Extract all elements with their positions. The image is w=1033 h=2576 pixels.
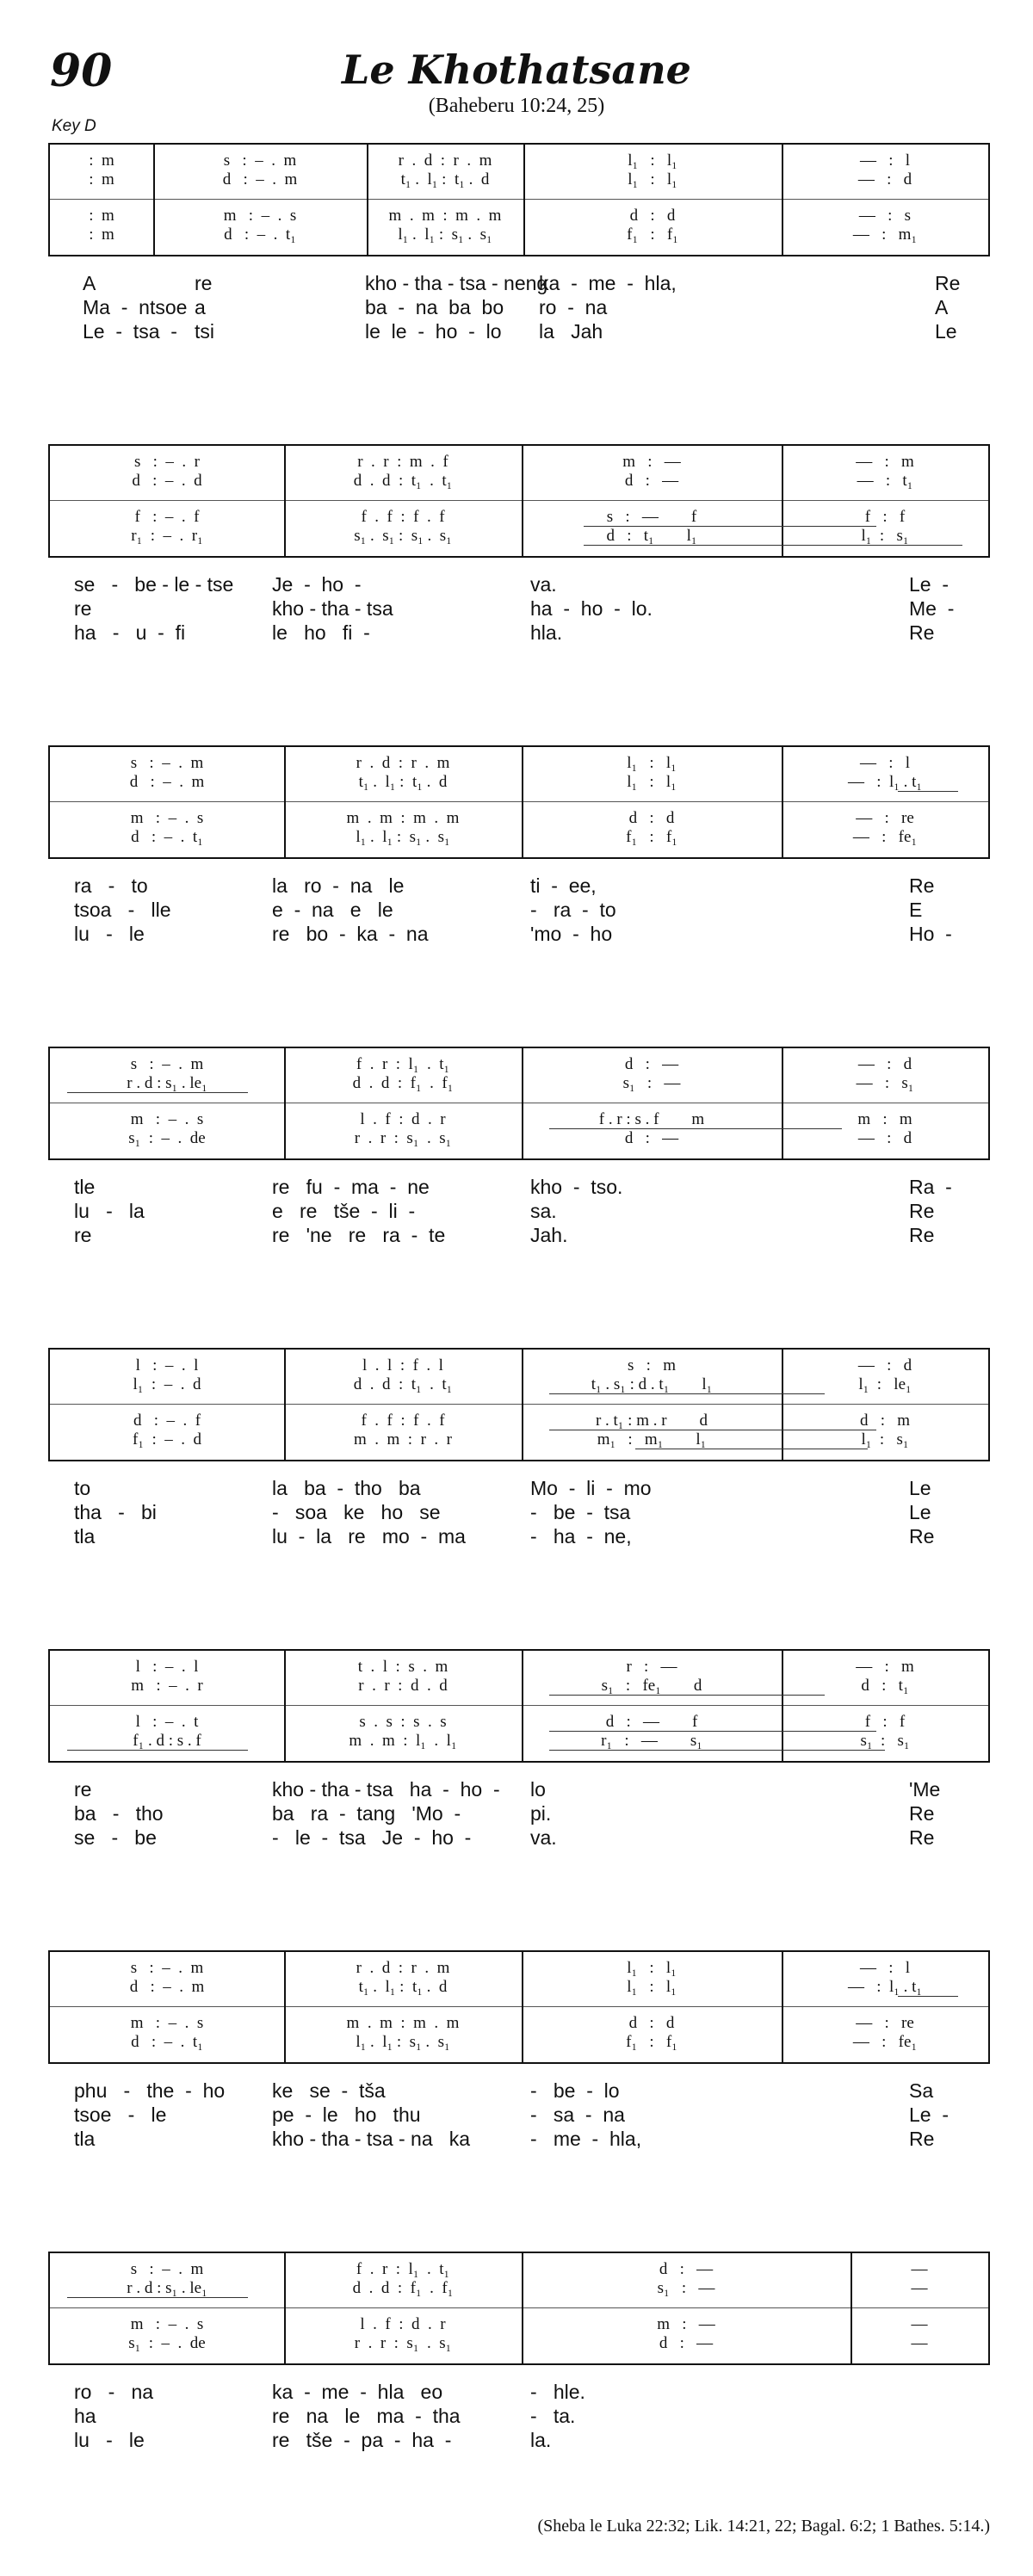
staff-divider (50, 801, 988, 802)
solfa-note-group: l : – . l (135, 1658, 199, 1676)
lyric-syllables: Le - (909, 2103, 949, 2126)
solfa-note-group: — : d (857, 1129, 912, 1147)
staff-divider (50, 2307, 988, 2308)
slur-underline (549, 1750, 885, 1751)
solfa-note-group: s₁ : fe₁ d (601, 1677, 702, 1695)
solfa-note-group: s : — f (606, 508, 697, 526)
solfa-note-group: m : – . s (130, 2315, 204, 2333)
solfa-note-group: — : d (857, 1055, 912, 1073)
lyric-syllables: pe - le ho thu (272, 2103, 421, 2126)
lyric-syllables: va. (530, 573, 557, 596)
key-signature: Key D (52, 117, 96, 135)
solfa-note-group: — (911, 2315, 928, 2333)
solfa-note-group: r . r : s₁ . s₁ (354, 1129, 452, 1147)
lyric-syllables: ha (74, 2405, 96, 2427)
solfa-note-group: d . d : f₁ . f₁ (352, 2279, 454, 2297)
solfa-note-group: d : – . d (132, 472, 202, 490)
lyric-syllables: Re (909, 1200, 935, 1222)
lyric-line (48, 2103, 990, 2129)
lyric-syllables: ba - tho (74, 1802, 164, 1825)
lyric-syllables: kho - tha - tsa - na ka (272, 2128, 471, 2150)
solfa-note-group: f : f (864, 1713, 906, 1731)
lyric-syllables: re na le ma - tha (272, 2405, 461, 2427)
solfa-note-group: m : – . s (130, 809, 204, 827)
solfa-note-group: l . l : f . l (362, 1356, 443, 1374)
lyric-syllables: - sa - na (530, 2103, 625, 2126)
lyric-line (48, 573, 990, 599)
solfa-note-group: d : – . m (222, 170, 298, 188)
lyric-syllables: Ho - (909, 923, 952, 945)
solfa-note-group: l₁ : l₁ (628, 151, 677, 170)
solfa-note-group: m : – . s (130, 1110, 204, 1128)
lyric-syllables: kho - tha - tsa - neng (365, 272, 548, 294)
lyric-syllables: Re (909, 1525, 935, 1547)
solfa-note-group: s : m (628, 1356, 676, 1374)
solfa-note-group: f : – . f (134, 508, 200, 526)
solfa-note-group: d . d : t₁ . t₁ (353, 472, 453, 490)
solfa-note-group: r . d : r . m (356, 754, 450, 772)
lyric-syllables: - soa ke ho se (272, 1501, 441, 1523)
lyric-line (48, 272, 990, 298)
solfa-note-group: s : – . m (223, 151, 297, 170)
lyric-syllables: pi. (530, 1802, 552, 1825)
lyric-syllables: Re (909, 2128, 935, 2150)
lyric-line (48, 2381, 990, 2406)
lyric-syllables: ba ra - tang 'Mo - (272, 1802, 461, 1825)
solfa-note-group: — (911, 2260, 928, 2278)
lyric-syllables: ka - me - hla, (539, 272, 677, 294)
staff-box (48, 1649, 990, 1763)
slur-underline (898, 1996, 958, 1997)
solfa-note-group: r . t₁ : m . r d (595, 1412, 708, 1430)
slur-underline (584, 526, 876, 527)
lyric-syllables: e - na e le (272, 899, 393, 921)
solfa-note-group: t₁ . l₁ : t₁ . d (358, 773, 448, 791)
lyric-syllables: ha - u - fi (74, 621, 186, 644)
solfa-note-group: s . s : s . s (359, 1713, 447, 1731)
lyric-syllables: - ta. (530, 2405, 576, 2427)
solfa-note-group: s₁ : – . de (128, 1129, 206, 1147)
solfa-note-group: r . d : s₁ . le₁ (127, 2279, 207, 2297)
lyric-syllables: to (74, 1477, 91, 1499)
lyric-syllables: A (935, 296, 949, 318)
slur-underline (67, 2297, 248, 2298)
solfa-note-group: f . r : l₁ . t₁ (356, 1055, 450, 1073)
slur-underline (67, 1092, 248, 1093)
solfa-note-group: s₁ : — (657, 2279, 715, 2297)
lyric-syllables: tsoa - lle (74, 899, 171, 921)
lyric-syllables: Mo - li - mo (530, 1477, 652, 1499)
solfa-note-group: r . r : m . f (357, 453, 448, 471)
solfa-note-group: — : l₁ . t₁ (847, 773, 923, 791)
solfa-note-group: t₁ . l₁ : t₁ . d (358, 1978, 448, 1996)
lyric-syllables: kho - tso. (530, 1176, 623, 1198)
solfa-note-group: — (911, 2279, 928, 2297)
lyric-syllables: va. (530, 1826, 557, 1849)
lyric-syllables: lu - le (74, 2429, 145, 2451)
solfa-note-group: m₁ : m₁ l₁ (597, 1430, 707, 1449)
solfa-note-group: l₁ . l₁ : s₁ . s₁ (356, 2033, 450, 2051)
lyric-line (48, 1778, 990, 1804)
staff-box (48, 1348, 990, 1461)
lyric-syllables: Re (909, 621, 935, 644)
solfa-note-group: f₁ : f₁ (626, 828, 677, 846)
solfa-note-group: d : — (659, 2260, 714, 2278)
lyric-syllables: tsoe - le (74, 2103, 167, 2126)
slur-underline (67, 1750, 248, 1751)
lyric-syllables: Je - ho - (272, 573, 362, 596)
solfa-note-group: f₁ : – . d (133, 1430, 201, 1449)
lyric-syllables: 'mo - ho (530, 923, 613, 945)
lyric-syllables: Le - (909, 573, 949, 596)
lyric-syllables: re fu - ma - ne (272, 1176, 430, 1198)
lyric-syllables: ra - to (74, 874, 148, 897)
staff-box (48, 745, 990, 859)
solfa-note-group: — : fe₁ (852, 2033, 918, 2051)
lyric-syllables: le ho fi - (272, 621, 370, 644)
lyric-syllables: ha - ho - lo. (530, 597, 653, 620)
solfa-note-group: — : l (859, 151, 911, 170)
solfa-note-group: l₁ : s₁ (861, 527, 909, 545)
solfa-note-group: d : d (628, 2014, 675, 2032)
lyric-syllables: re (74, 1224, 92, 1246)
solfa-note-group: s₁ . s₁ : s₁ . s₁ (354, 527, 452, 545)
staff-divider (50, 1404, 988, 1405)
lyric-line (48, 296, 990, 322)
lyric-syllables: re bo - ka - na (272, 923, 429, 945)
solfa-note-group: l₁ : le₁ (858, 1375, 912, 1393)
staff-box (48, 1950, 990, 2064)
hymn-title: Le Khothatsane (342, 46, 691, 93)
slur-underline (584, 545, 962, 546)
lyric-line (48, 874, 990, 900)
lyric-syllables: Re (909, 1224, 935, 1246)
lyric-syllables: - ha - ne, (530, 1525, 632, 1547)
solfa-note-group: t . l : s . m (357, 1658, 448, 1676)
lyric-syllables: E (909, 899, 923, 921)
solfa-note-group: s : – . r (134, 453, 200, 471)
slur-underline (549, 1128, 842, 1129)
lyric-line (48, 1525, 990, 1551)
solfa-note-group: l₁ . l₁ : s₁ . s₁ (398, 225, 492, 244)
lyric-syllables: tsi (195, 320, 214, 343)
solfa-note-group: l₁ : l₁ (627, 754, 677, 772)
solfa-note-group: d : — f (605, 1713, 698, 1731)
solfa-note-group: f . r : l₁ . t₁ (356, 2260, 450, 2278)
solfa-note-group: r . r : s₁ . s₁ (354, 2334, 452, 2352)
solfa-note-group: — : s (858, 207, 912, 225)
lyric-syllables: Le (909, 1501, 931, 1523)
lyric-syllables: ke se - tša (272, 2079, 386, 2102)
slur-underline (549, 1393, 825, 1394)
lyric-line (48, 2079, 990, 2105)
lyric-syllables: - me - hla, (530, 2128, 642, 2150)
staff-box (48, 2252, 990, 2365)
solfa-note-group: l . f : d . r (360, 2315, 446, 2333)
lyric-syllables: Re (909, 1802, 935, 1825)
solfa-note-group: f₁ : f₁ (626, 2033, 677, 2051)
staff-divider (50, 500, 988, 501)
solfa-note-group: m . m : r . r (354, 1430, 452, 1449)
lyric-syllables: e re tše - li - (272, 1200, 416, 1222)
lyric-syllables: sa. (530, 1200, 557, 1222)
scripture-reference: (Baheberu 10:24, 25) (428, 95, 605, 117)
lyric-syllables: lu - le (74, 923, 145, 945)
lyric-syllables: a (195, 296, 206, 318)
lyric-syllables: ro - na (539, 296, 608, 318)
solfa-note-group: — : l (859, 1959, 911, 1977)
solfa-note-group: d : – . m (129, 773, 205, 791)
solfa-note-group: m : – . s (223, 207, 297, 225)
solfa-note-group: f₁ : f₁ (627, 225, 678, 244)
solfa-note-group: s : – . m (130, 1959, 204, 1977)
lyric-syllables: kho - tha - tsa (272, 597, 393, 620)
lyric-line (48, 320, 990, 346)
solfa-note-group: — : l (859, 754, 911, 772)
solfa-note-group: d : – . t₁ (224, 225, 296, 244)
lyric-syllables: tla (74, 1525, 96, 1547)
solfa-note-group: d : — (624, 1129, 679, 1147)
solfa-note-group: f . f : f . f (361, 508, 445, 526)
lyric-line (48, 1477, 990, 1503)
lyric-syllables: se - be - le - tse (74, 573, 234, 596)
lyric-syllables: la Jah (539, 320, 603, 343)
footer-references: (Sheba le Luka 22:32; Lik. 14:21, 22; Bagal. 6:2; 1 Bathes. 5:14.) (537, 2517, 990, 2536)
solfa-note-group: d : t₁ l₁ (606, 527, 697, 545)
solfa-note-group: m . m : m . m (388, 207, 502, 225)
lyric-line (48, 2405, 990, 2431)
solfa-note-group: — : m (856, 453, 914, 471)
lyric-syllables: ti - ee, (530, 874, 597, 897)
solfa-note-group: d : — (624, 472, 679, 490)
solfa-note-group: r . d : r . m (356, 1959, 450, 1977)
lyric-syllables: la ba - tho ba (272, 1477, 421, 1499)
solfa-note-group: — (911, 2334, 928, 2352)
lyric-syllables: Le (935, 320, 957, 343)
slur-underline (549, 1695, 825, 1696)
solfa-note-group: d : t₁ (861, 1677, 909, 1695)
solfa-note-group: l : – . t (135, 1713, 199, 1731)
lyric-syllables: lo (530, 1778, 546, 1801)
lyric-syllables: tle (74, 1176, 96, 1198)
solfa-note-group: s₁ : – . de (128, 2334, 206, 2352)
lyric-line (48, 1224, 990, 1250)
lyric-syllables: - be - lo (530, 2079, 620, 2102)
solfa-note-group: s : – . m (130, 1055, 204, 1073)
solfa-note-group: l₁ : s₁ (861, 1430, 909, 1449)
solfa-note-group: d : — (624, 1055, 679, 1073)
solfa-note-group: d : d (629, 207, 676, 225)
lyric-syllables: A (83, 272, 96, 294)
lyric-syllables: - hle. (530, 2381, 585, 2403)
solfa-note-group: — : d (857, 1356, 912, 1374)
solfa-note-group: m . m : l₁ . l₁ (349, 1732, 457, 1750)
lyric-syllables: phu - the - ho (74, 2079, 226, 2102)
lyric-line (48, 1501, 990, 1527)
solfa-note-group: : m (89, 170, 114, 188)
lyric-syllables: Le (909, 1477, 931, 1499)
solfa-note-group: — : m₁ (852, 225, 918, 244)
solfa-note-group: : m (89, 207, 114, 225)
lyric-line (48, 899, 990, 924)
solfa-note-group: — : t₁ (857, 472, 913, 490)
solfa-note-group: r . r : d . d (358, 1677, 448, 1695)
lyric-syllables: Ra - (909, 1176, 952, 1198)
lyric-syllables: 'Me (909, 1778, 941, 1801)
solfa-note-group: : m (89, 151, 114, 170)
lyric-syllables: Ma - ntsoe (83, 296, 188, 318)
lyric-line (48, 2128, 990, 2153)
staff-divider (50, 2006, 988, 2007)
lyric-line (48, 1802, 990, 1828)
solfa-note-group: m : – . r (131, 1677, 203, 1695)
lyric-syllables: - be - tsa (530, 1501, 631, 1523)
lyric-line (48, 1200, 990, 1226)
solfa-note-group: m : — (622, 453, 681, 471)
solfa-note-group: m : – . s (130, 2014, 204, 2032)
lyric-syllables: tha - bi (74, 1501, 157, 1523)
staff-divider (50, 199, 988, 200)
solfa-note-group: l₁ : l₁ (627, 1959, 677, 1977)
lyric-syllables: re (74, 1778, 92, 1801)
lyric-syllables: ro - na (74, 2381, 154, 2403)
lyric-line (48, 1176, 990, 1202)
lyric-line (48, 2429, 990, 2455)
lyric-syllables: Re (909, 874, 935, 897)
solfa-note-group: s₁ : — (622, 1074, 681, 1092)
slur-underline (898, 791, 958, 792)
solfa-note-group: l₁ : l₁ (627, 1978, 677, 1996)
lyric-line (48, 1826, 990, 1852)
solfa-note-group: r . d : r . m (398, 151, 492, 170)
lyric-syllables: re (195, 272, 213, 294)
solfa-note-group: d : d (628, 809, 675, 827)
solfa-note-group: : m (89, 225, 114, 244)
solfa-note-group: m : m (857, 1110, 912, 1128)
lyric-syllables: Me - (909, 597, 955, 620)
lyric-syllables: re tše - pa - ha - (272, 2429, 452, 2451)
solfa-note-group: d : — (659, 2334, 714, 2352)
solfa-note-group: s₁ : s₁ (860, 1732, 910, 1750)
solfa-note-group: d : – . f (133, 1412, 201, 1430)
lyric-syllables: tla (74, 2128, 96, 2150)
lyric-syllables: re (74, 597, 92, 620)
lyric-syllables: Sa (909, 2079, 934, 2102)
solfa-note-group: d . d : f₁ . f₁ (352, 1074, 454, 1092)
lyric-syllables: hla. (530, 621, 563, 644)
lyric-line (48, 597, 990, 623)
solfa-note-group: l₁ : l₁ (627, 773, 677, 791)
solfa-note-group: r₁ : – . r₁ (131, 527, 203, 545)
solfa-note-group: l₁ : – . d (133, 1375, 201, 1393)
lyric-syllables: Re (909, 1826, 935, 1849)
lyric-line (48, 621, 990, 647)
staff-box (48, 1047, 990, 1160)
solfa-note-group: t₁ . s₁ : d . t₁ l₁ (591, 1375, 713, 1393)
staff-box (48, 143, 990, 256)
solfa-note-group: — : m (856, 1658, 914, 1676)
lyric-syllables: kho - tha - tsa ha - ho - (272, 1778, 500, 1801)
solfa-note-group: d : – . t₁ (131, 2033, 203, 2051)
lyric-syllables: ba - na ba bo (365, 296, 504, 318)
solfa-note-group: l₁ : l₁ (628, 170, 677, 188)
solfa-note-group: f : f (864, 508, 906, 526)
lyric-syllables: lu - la re mo - ma (272, 1525, 466, 1547)
lyric-syllables: Le - tsa - (83, 320, 177, 343)
solfa-note-group: — : re (856, 809, 914, 827)
solfa-note-group: d : – . t₁ (131, 828, 203, 846)
solfa-note-group: — : s₁ (856, 1074, 914, 1092)
solfa-note-group: d : – . m (129, 1978, 205, 1996)
lyric-syllables: la. (530, 2429, 552, 2451)
lyric-syllables: Jah. (530, 1224, 568, 1246)
solfa-note-group: t₁ . l₁ : t₁ . d (400, 170, 490, 188)
solfa-note-group: — : fe₁ (852, 828, 918, 846)
solfa-note-group: f₁ . d : s . f (133, 1732, 201, 1750)
lyric-syllables: - le - tsa Je - ho - (272, 1826, 472, 1849)
solfa-note-group: l : – . l (135, 1356, 199, 1374)
lyric-syllables: Re (935, 272, 961, 294)
lyric-syllables: re 'ne re ra - te (272, 1224, 446, 1246)
solfa-note-group: d : m (859, 1412, 911, 1430)
lyric-syllables: se - be (74, 1826, 157, 1849)
solfa-note-group: — : l₁ . t₁ (847, 1978, 923, 1996)
solfa-note-group: f . f : f . f (361, 1412, 445, 1430)
solfa-note-group: f . r : s . f m (598, 1110, 705, 1128)
solfa-note-group: m . m : m . m (346, 2014, 460, 2032)
lyric-syllables: le le - ho - lo (365, 320, 502, 343)
solfa-note-group: l₁ . l₁ : s₁ . s₁ (356, 828, 450, 846)
solfa-note-group: — : d (857, 170, 912, 188)
lyric-syllables: - ra - to (530, 899, 616, 921)
solfa-note-group: m . m : m . m (346, 809, 460, 827)
solfa-note-group: d . d : t₁ . t₁ (353, 1375, 453, 1393)
solfa-note-group: l . f : d . r (360, 1110, 446, 1128)
slur-underline (549, 1731, 876, 1732)
lyric-line (48, 923, 990, 948)
lyric-syllables: lu - la (74, 1200, 145, 1222)
lyric-syllables: la ro - na le (272, 874, 405, 897)
lyric-syllables: ka - me - hla eo (272, 2381, 443, 2403)
staff-box (48, 444, 990, 558)
solfa-note-group: s : – . m (130, 2260, 204, 2278)
staff-divider (50, 1705, 988, 1706)
solfa-note-group: r : — (626, 1658, 677, 1676)
solfa-note-group: r . d : s₁ . le₁ (127, 1074, 207, 1092)
solfa-note-group: r₁ : — s₁ (601, 1732, 702, 1750)
solfa-note-group: m : — (657, 2315, 715, 2333)
hymn-number: 90 (50, 45, 113, 97)
solfa-note-group: s : – . m (130, 754, 204, 772)
solfa-note-group: — : re (856, 2014, 914, 2032)
